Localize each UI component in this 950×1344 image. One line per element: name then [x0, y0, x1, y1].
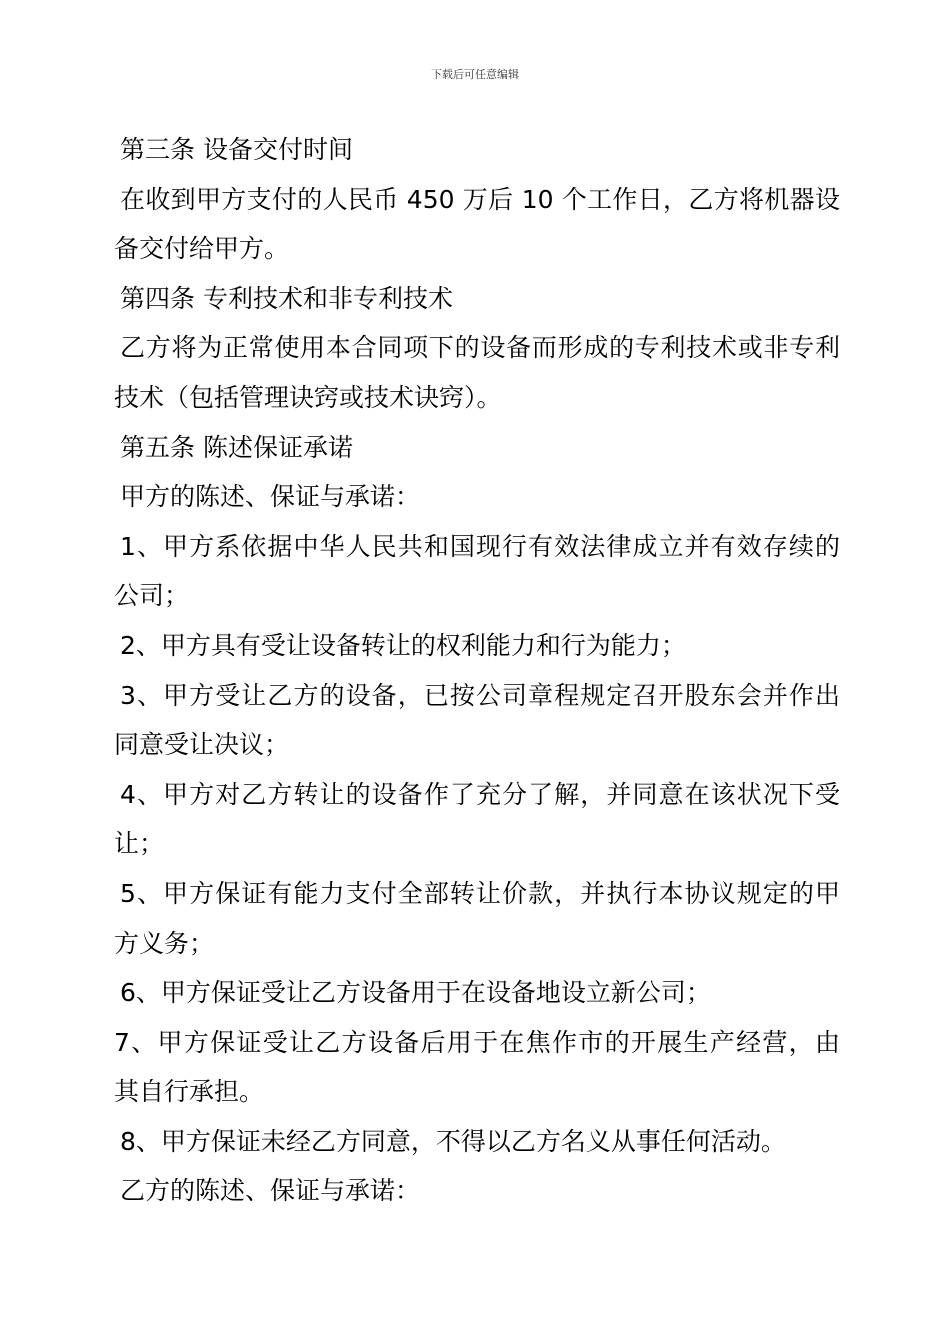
paragraph-line: 备交付给甲方。 [114, 234, 290, 264]
list-item-continuation: 其自行承担。 [114, 1077, 265, 1107]
article-5-heading: 第五条 陈述保证承诺 [120, 432, 353, 462]
party-a-heading: 甲方的陈述、保证与承诺： [120, 482, 421, 512]
list-item-continuation: 方义务； [114, 928, 215, 958]
list-item: 7、甲方保证受让乙方设备后用于在焦作市的开展生产经营，由 [114, 1027, 840, 1057]
page-header: 下载后可任意编辑 [431, 68, 519, 81]
document-body [114, 125, 840, 1216]
list-item-continuation: 同意受让决议； [114, 730, 290, 760]
paragraph-line: 乙方将为正常使用本合同项下的设备而形成的专利技术或非专利 [120, 333, 840, 363]
list-item: 2、甲方具有受让设备转让的权利能力和行为能力； [120, 630, 686, 660]
list-item: 1、甲方系依据中华人民共和国现行有效法律成立并有效存续的 [120, 531, 840, 561]
list-item-continuation: 让； [114, 829, 165, 859]
list-item: 8、甲方保证未经乙方同意，不得以乙方名义从事任何活动。 [120, 1126, 786, 1156]
list-item: 5、甲方保证有能力支付全部转让价款，并执行本协议规定的甲 [120, 878, 840, 908]
article-4-heading: 第四条 专利技术和非专利技术 [120, 283, 453, 313]
party-b-heading: 乙方的陈述、保证与承诺： [120, 1176, 421, 1206]
paragraph-line: 技术（包括管理诀窍或技术诀窍）。 [114, 382, 502, 412]
list-item: 6、甲方保证受让乙方设备用于在设备地设立新公司； [120, 978, 711, 1008]
paragraph-line: 在收到甲方支付的人民币 450 万后 10 个工作日，乙方将机器设 [120, 184, 840, 214]
list-item: 3、甲方受让乙方的设备，已按公司章程规定召开股东会并作出 [120, 680, 840, 710]
article-3-heading: 第三条 设备交付时间 [120, 135, 353, 164]
list-item-continuation: 公司； [114, 581, 190, 611]
list-item: 4、甲方对乙方转让的设备作了充分了解，并同意在该状况下受 [120, 779, 840, 809]
